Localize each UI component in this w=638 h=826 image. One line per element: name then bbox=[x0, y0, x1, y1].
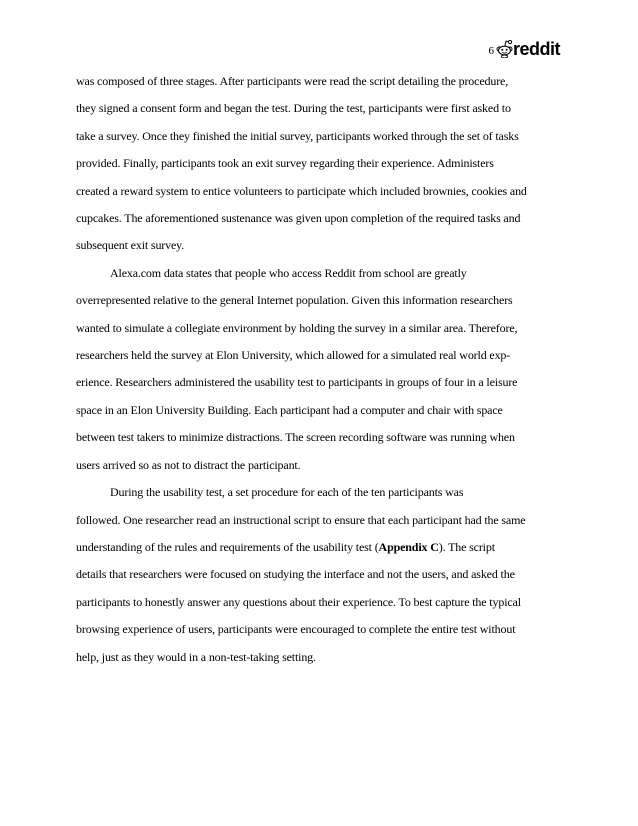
paragraph bbox=[76, 260, 568, 479]
text-line: space in an Elon University Building. Each participant had a computer and chair with space bbox=[76, 402, 503, 417]
appendix-reference: Appendix C bbox=[378, 539, 439, 554]
page-number: 6 bbox=[488, 45, 494, 57]
paragraph bbox=[76, 479, 568, 671]
text-line: take a survey. Once they finished the initial survey, participants worked through the set of tasks bbox=[76, 128, 519, 143]
text-line: browsing experience of users, participants were encouraged to complete the entire test without bbox=[76, 622, 516, 637]
text-line: details that researchers were focused on studying the interface and not the users, and asked the bbox=[76, 567, 515, 582]
text-line: subsequent exit survey. bbox=[76, 238, 185, 253]
text-line: provided. Finally, participants took an exit survey regarding their experience. Administers bbox=[76, 156, 494, 171]
text-line: Alexa.com data states that people who access Reddit from school are greatly bbox=[110, 265, 467, 280]
logo-wordmark: reddit bbox=[512, 39, 560, 59]
text-line: between test takers to minimize distractions. The screen recording software was running when bbox=[76, 430, 515, 445]
reddit-logo bbox=[496, 38, 560, 58]
text-line: researchers held the survey at Elon University, which allowed for a simulated real world exp- bbox=[76, 348, 511, 363]
text-line: participants to honestly answer any questions about their experience. To best capture the typical bbox=[76, 594, 521, 609]
text-line: users arrived so as not to distract the participant. bbox=[76, 457, 301, 472]
text-line: followed. One researcher read an instructional script to ensure that each participant had the same bbox=[76, 512, 526, 527]
text-line: understanding of the rules and requirements of the usability test (Appendix C). The script bbox=[76, 539, 495, 554]
reddit-alien-icon bbox=[496, 38, 513, 58]
text-line: cupcakes. The aforementioned sustenance was given upon completion of the required tasks and bbox=[76, 211, 521, 226]
page-header bbox=[488, 38, 560, 58]
text-line: was composed of three stages. After participants were read the script detailing the procedure, bbox=[76, 74, 509, 88]
paragraph bbox=[76, 68, 568, 260]
body-text bbox=[76, 68, 568, 671]
text-line: overrepresented relative to the general Internet population. Given this information researchers bbox=[76, 293, 513, 308]
text-line: wanted to simulate a collegiate environment by holding the survey in a similar area. Therefore, bbox=[76, 320, 518, 335]
text-line: erience. Researchers administered the usability test to participants in groups of four in a leisure bbox=[76, 375, 518, 390]
text-line: they signed a consent form and began the test. During the test, participants were first asked to bbox=[76, 101, 511, 116]
text-line: created a reward system to entice volunteers to participate which included brownies, cookies and bbox=[76, 183, 527, 198]
text-line: During the usability test, a set procedure for each of the ten participants was bbox=[110, 485, 464, 500]
text-line: help, just as they would in a non-test-taking setting. bbox=[76, 649, 316, 664]
